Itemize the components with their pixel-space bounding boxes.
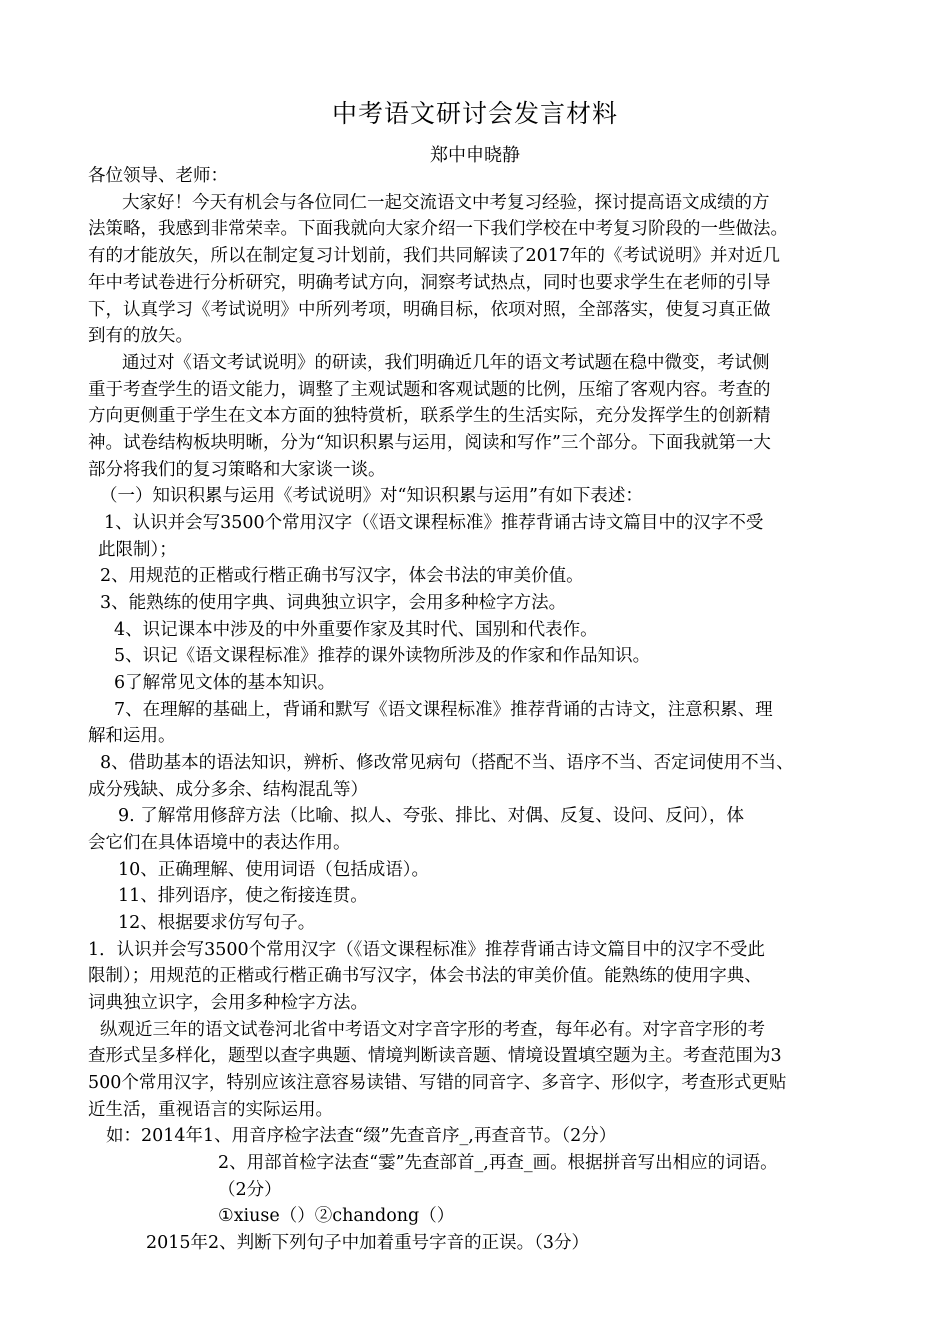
list-item: 6了解常见文体的基本知识。 [114,673,336,693]
author-name: 郑中申晓静 [430,145,520,166]
paragraph-line: 大家好！今天有机会与各位同仁一起交流语文中考复习经验，探讨提高语文成绩的方 [122,193,770,213]
list-item: 2、用规范的正楷或行楷正确书写汉字，体会书法的审美价值。 [100,566,584,586]
paragraph-line: 1．认识并会写3500个常用汉字（《语文课程标准》推荐背诵古诗文篇目中的汉字不受此 [88,940,765,960]
paragraph-line: 法策略，我感到非常荣幸。下面我就向大家介绍一下我们学校在中考复习阶段的一些做法。 [88,219,788,239]
list-item-continuation: 会它们在具体语境中的表达作用。 [88,833,351,853]
paragraph-line: 查形式呈多样化，题型以查字典题、情境判断读音题、情境设置填空题为主。考查范围为3 [88,1046,782,1066]
list-item: 5、识记《语文课程标准》推荐的课外读物所涉及的作家和作品知识。 [114,646,651,666]
paragraph-line: 纵观近三年的语文试卷河北省中考语文对字音字形的考查，每年必有。对字音字形的考 [100,1020,765,1040]
list-item: 1、认识并会写3500个常用汉字（《语文课程标准》推荐背诵古诗文篇目中的汉字不受 [104,513,764,533]
example-line: 如：2014年1、用音序检字法查“缀”先查音序_,再查音节。（2分） [106,1126,617,1146]
example-line: 2、用部首检字法查“霎”先查部首_,再查_画。根据拼音写出相应的词语。 [218,1153,778,1173]
list-item: 12、根据要求仿写句子。 [118,913,316,933]
list-item: 9. 了解常用修辞方法（比喻、拟人、夸张、排比、对偶、反复、设问、反问），体 [118,806,745,826]
paragraph-line: 年中考试卷进行分析研究，明确考试方向，洞察考试热点，同时也要求学生在老师的引导 [88,273,771,293]
list-item: 3、能熟练的使用字典、词典独立识字，会用多种检字方法。 [100,593,567,613]
paragraph-line: 方向更侧重于学生在文本方面的独特赏析，联系学生的生活实际，充分发挥学生的创新精 [88,406,771,426]
list-item: 7、在理解的基础上，背诵和默写《语文课程标准》推荐背诵的古诗文，注意积累、理 [114,700,773,720]
paragraph-line: 到有的放矢。 [88,326,193,346]
paragraph-line: 下，认真学习《考试说明》中所列考项，明确目标，依项对照，全部落实，使复习真正做 [88,300,771,320]
list-item-continuation: 解和运用。 [88,726,176,746]
list-item: 11、排列语序，使之衔接连贯。 [118,886,368,906]
paragraph-line: 部分将我们的复习策略和大家谈一谈。 [88,460,386,480]
list-item: 4、识记课本中涉及的中外重要作家及其时代、国别和代表作。 [114,620,598,640]
example-line: 2015年2、判断下列句子中加着重号字音的正误。（3分） [146,1233,590,1253]
paragraph-line: 有的才能放矢，所以在制定复习计划前，我们共同解读了2017年的《考试说明》并对近几 [88,246,781,266]
page-title: 中考语文研讨会发言材料 [331,99,618,128]
paragraph-line: 词典独立识字，会用多种检字方法。 [88,993,368,1013]
paragraph-line: 通过对《语文考试说明》的研读，我们明确近几年的语文考试题在稳中微变，考试侧 [122,353,770,373]
greeting-line: 各位领导、老师： [88,166,228,186]
list-item-continuation: 成分残缺、成分多余、结构混乱等） [88,780,368,800]
paragraph-line: 500个常用汉字，特别应该注意容易读错、写错的同音字、多音字、形似字，考查形式更贴 [88,1073,787,1093]
list-item-continuation: 此限制）； [98,540,177,560]
list-item: 10、正确理解、使用词语（包括成语）。 [118,860,430,880]
section-heading: （一）知识积累与运用《考试说明》对“知识积累与运用”有如下表述： [100,486,643,506]
paragraph-line: 神。试卷结构板块明晰，分为“知识积累与运用，阅读和写作”三个部分。下面我就第一大 [88,433,771,453]
paragraph-line: 重于考查学生的语文能力，调整了主观试题和客观试题的比例，压缩了客观内容。考查的 [88,380,771,400]
paragraph-line: 限制）；用规范的正楷或行楷正确书写汉字，体会书法的审美价值。能熟练的使用字典、 [88,966,762,986]
example-line: ①xiuse（）②chandong（） [218,1206,455,1226]
example-line: （2分） [218,1180,282,1200]
paragraph-line: 近生活，重视语言的实际运用。 [88,1100,333,1120]
list-item: 8、借助基本的语法知识，辨析、修改常见病句（搭配不当、语序不当、否定词使用不当、 [100,753,794,773]
